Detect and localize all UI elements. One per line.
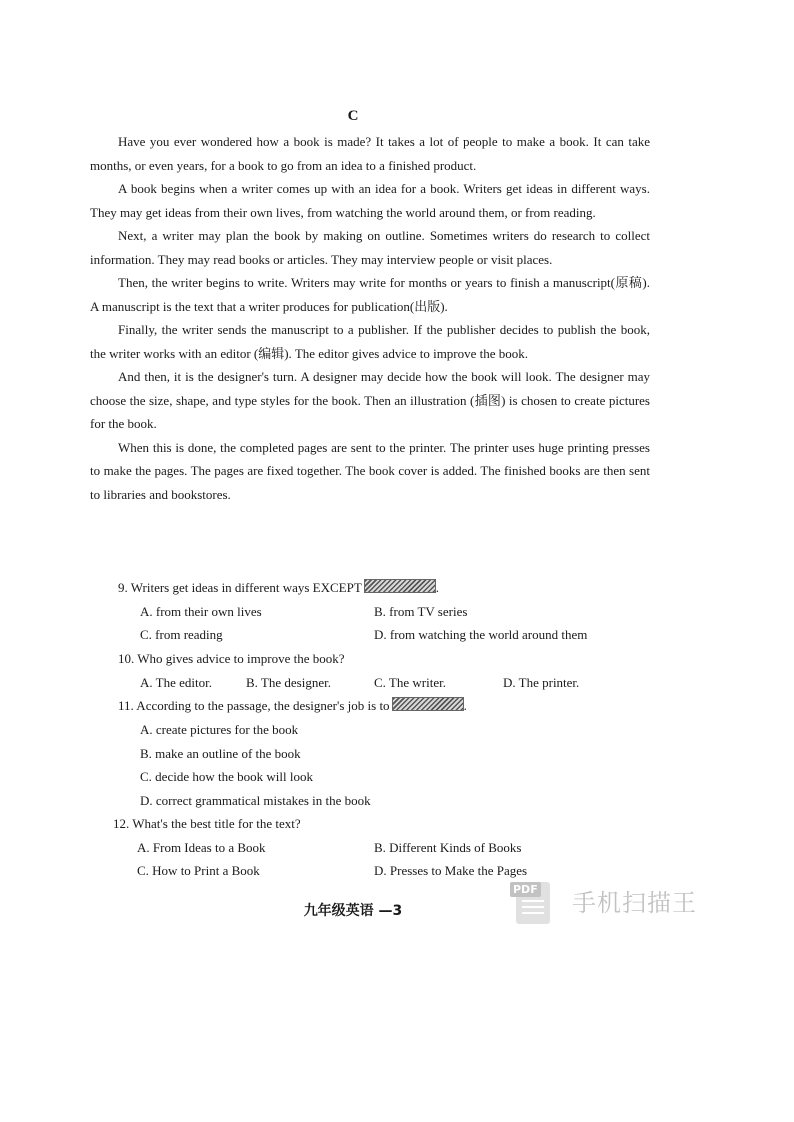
option-9b: B. from TV series <box>374 604 468 619</box>
scanner-watermark <box>510 870 697 930</box>
question-9: 9. Writers get ideas in different ways EXCEPT . <box>118 580 440 595</box>
option-12b: B. Different Kinds of Books <box>374 840 522 855</box>
option-10d: D. The printer. <box>503 675 580 690</box>
question-12 <box>113 815 301 833</box>
question-stem: 12. What's the best title for the text? <box>113 816 301 831</box>
passage-paragraph: Finally, the writer sends the manuscript to a publisher. If the publisher decides to publish the book, the writer works with an editor (编辑). The editor gives advice to improve the book. <box>90 322 650 361</box>
answer-blank <box>364 579 436 593</box>
question-stem: 10. Who gives advice to improve the book? <box>118 651 345 666</box>
option-11c: C. decide how the book will look <box>140 769 313 784</box>
option-11a: A. create pictures for the book <box>140 722 299 737</box>
reading-passage <box>90 130 650 506</box>
passage-paragraph: Then, the writer begins to write. Writers may write for months or years to finish a manuscript(原稿). A manuscript is the text that a writer produces for publication(出版). <box>90 275 650 314</box>
option-11d: D. correct grammatical mistakes in the book <box>140 793 371 808</box>
option-9a: A. from their own lives <box>140 604 262 619</box>
option-9c: C. from reading <box>140 627 223 642</box>
option-10c: C. The writer. <box>374 675 446 690</box>
pdf-tag-label: PDF <box>510 882 541 897</box>
option-10a: A. The editor. <box>140 675 212 690</box>
answer-blank <box>392 697 464 711</box>
watermark-text: 手机扫描王 <box>572 888 697 917</box>
option-12a: A. From Ideas to a Book <box>137 840 266 855</box>
option-12d: D. Presses to Make the Pages <box>374 863 528 878</box>
passage-paragraph: And then, it is the designer's turn. A designer may decide how the book will look. The designer may choose the size, shape, and type styles for the book. Then an illustration (插图) is chosen to create pictures for the book. <box>90 369 650 431</box>
section-heading: C <box>347 108 359 124</box>
question-stem: 9. Writers get ideas in different ways EXCEPT <box>118 580 362 595</box>
question-11: 11. According to the passage, the designer's job is to . <box>118 698 467 713</box>
pdf-document-icon <box>510 876 552 924</box>
passage-paragraph: Have you ever wondered how a book is made? It takes a lot of people to make a book. It can take months, or even years, for a book to go from an idea to a finished product. <box>90 134 650 173</box>
passage-paragraph: When this is done, the completed pages are sent to the printer. The printer uses huge printing presses to make the pages. The pages are fixed together. The book cover is added. The finished books are then sent to libraries and bookstores. <box>90 439 650 502</box>
question-10 <box>118 650 344 668</box>
question-stem: 11. According to the passage, the designer's job is to <box>118 698 390 713</box>
option-9d: D. from watching the world around them <box>374 627 588 642</box>
option-12c: C. How to Print a Book <box>137 863 260 878</box>
passage-paragraph: A book begins when a writer comes up with an idea for a book. Writers get ideas in different ways. They may get ideas from their own lives, from watching the world around them, or from reading. <box>90 181 650 220</box>
option-10b: B. The designer. <box>246 675 331 690</box>
passage-paragraph: Next, a writer may plan the book by making on outline. Sometimes writers do research to collect information. They may read books or articles. They may interview people or visit places. <box>90 228 650 267</box>
option-11b: B. make an outline of the book <box>140 746 301 761</box>
page-footer: 九年级英语 —3 <box>303 903 403 919</box>
